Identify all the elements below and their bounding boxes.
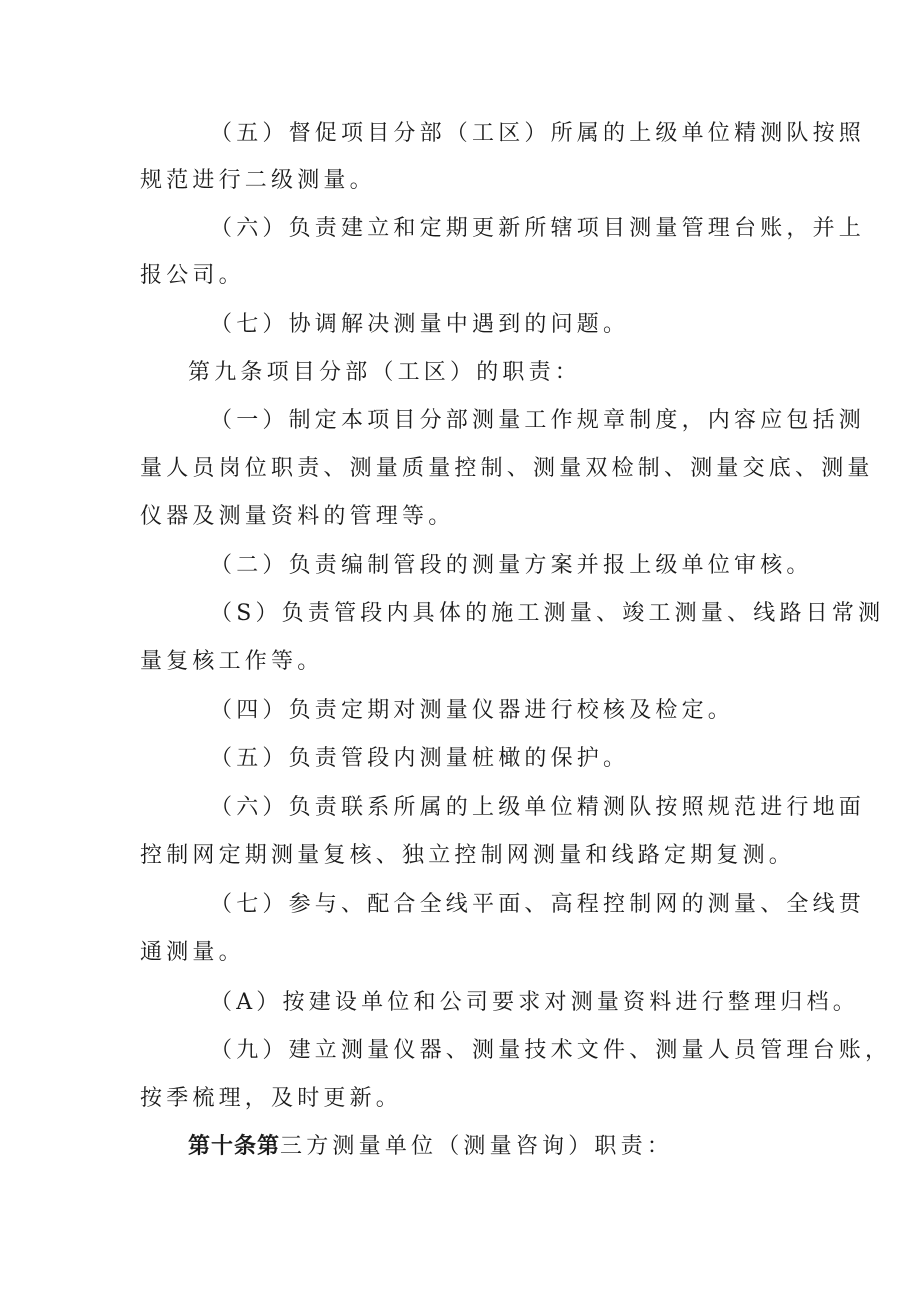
article-10-heading-bold: 第十条第 (188, 1134, 281, 1159)
item-8: （A）按建设单位和公司要求对测量资料进行整理归档。 (210, 990, 859, 1015)
paragraph-5-line-2: 规范进行二级测量。 (140, 168, 376, 193)
item-6-line-1: （六）负责联系所属的上级单位精测队按照规范进行地面 (210, 795, 866, 820)
paragraph-6-line-1: （六）负责建立和定期更新所辖项目测量管理台账，并上 (210, 216, 866, 241)
paragraph-6-line-2: 报公司。 (140, 263, 245, 288)
item-9-line-2: 按季梳理，及时更新。 (140, 1086, 403, 1111)
item-1-line-2: 量人员岗位职责、测量质量控制、测量双检制、测量交底、测量 (140, 456, 874, 481)
item-4: （四）负责定期对测量仪器进行校核及检定。 (210, 698, 735, 723)
item-2: （二）负责编制管段的测量方案并报上级单位审核。 (210, 553, 813, 578)
item-5: （五）负责管段内测量桩橄的保护。 (210, 746, 630, 771)
item-7-line-2: 通测量。 (140, 940, 245, 965)
article-10-heading (188, 1136, 673, 1158)
paragraph-7: （七）协调解决测量中遇到的问题。 (210, 312, 630, 337)
item-1-line-3: 仪器及测量资料的管理等。 (140, 504, 455, 529)
item-1-line-1: （一）制定本项目分部测量工作规章制度，内容应包括测 (210, 408, 866, 433)
paragraph-5-line-1: （五）督促项目分部（工区）所属的上级单位精测队按照 (210, 121, 866, 146)
article-10-heading-rest: 三方测量单位（测量咨询）职责： (280, 1134, 674, 1159)
item-3-line-2: 量复核工作等。 (140, 649, 324, 674)
item-7-line-1: （七）参与、配合全线平面、高程控制网的测量、全线贯 (210, 892, 866, 917)
item-3-line-1: （S）负责管段内具体的施工测量、竣工测量、线路日常测 (210, 601, 885, 626)
article-9-heading: 第九条项目分部（工区）的职责： (188, 360, 582, 385)
item-6-line-2: 控制网定期测量复核、独立控制网测量和线路定期复测。 (140, 843, 796, 868)
item-9-line-1: （九）建立测量仪器、测量技术文件、测量人员管理台账， (210, 1038, 892, 1063)
